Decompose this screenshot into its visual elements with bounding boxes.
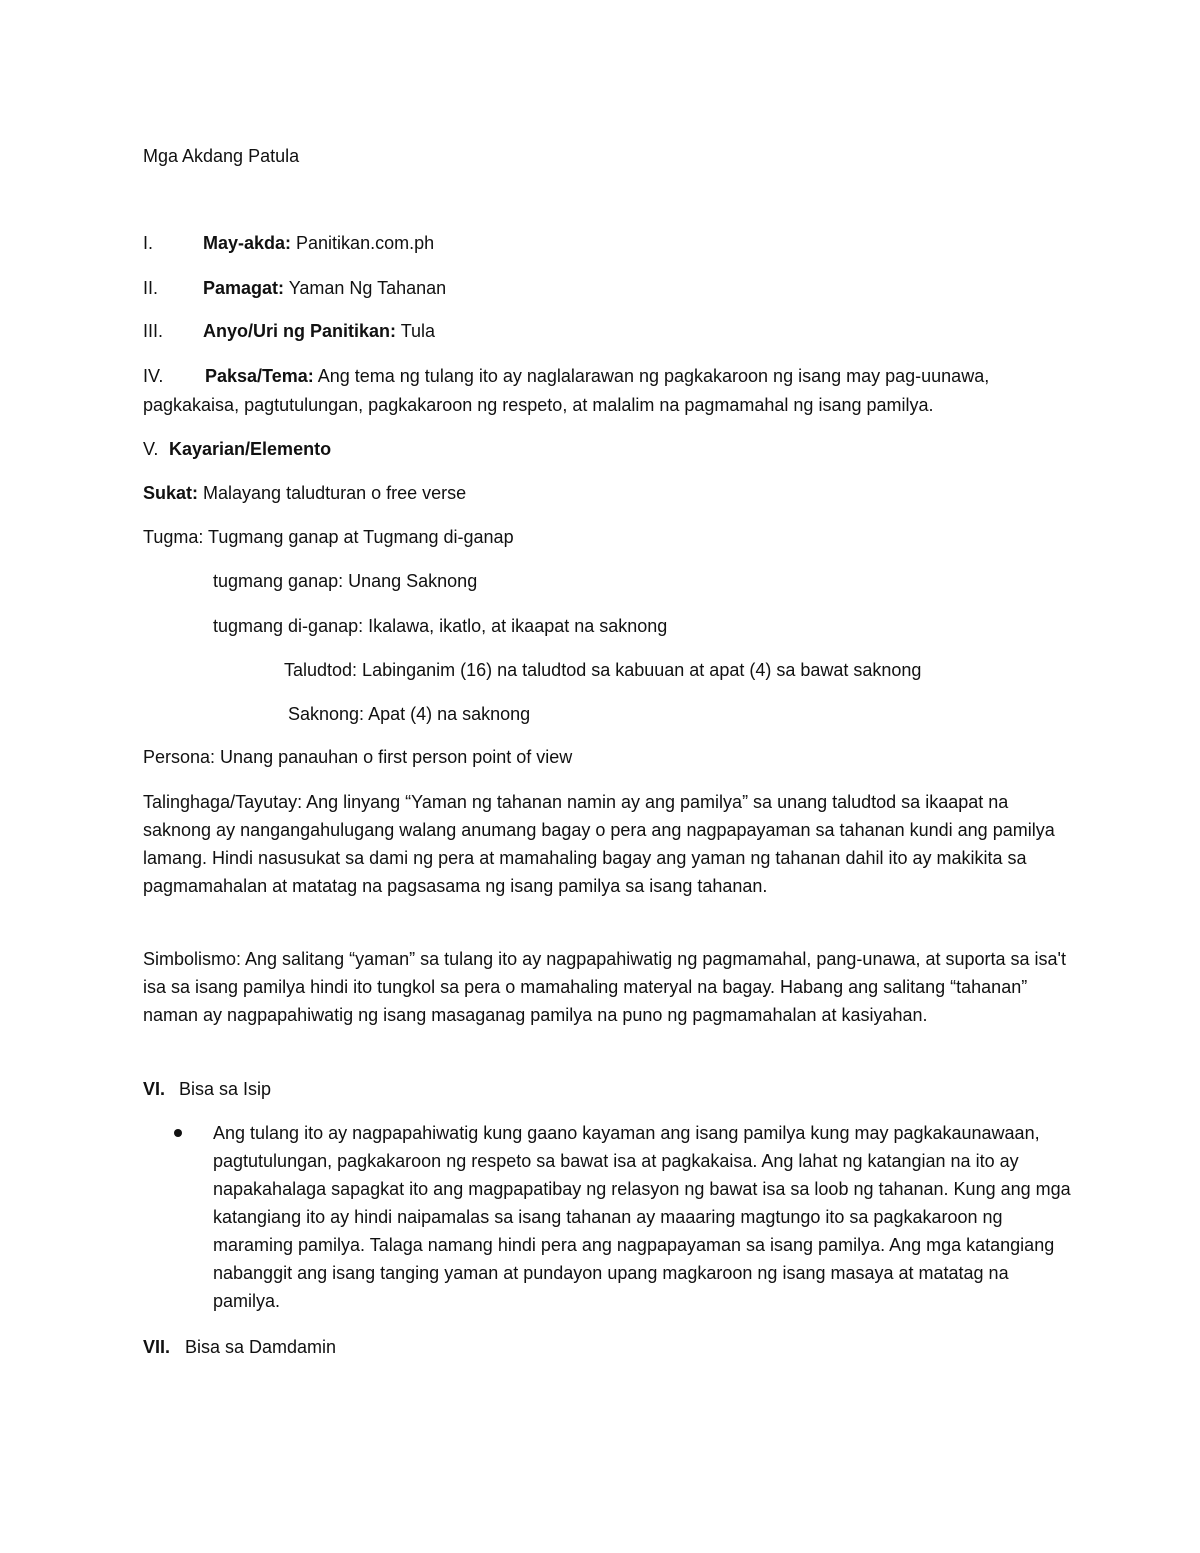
- roman-numeral: II.: [143, 278, 159, 298]
- section-heading: Bisa sa Isip: [179, 1079, 272, 1099]
- bullet-paragraph: Ang tulang ito ay nagpapahiwatig kung gaano kayaman ang isang pamilya kung may pagkakaunawaan, pagtutulungan, pagkakaroon ng respeto sa bawat isa at pagkakaisa. Ang lahat ng katangian na ito ay napakahalaga sapagkat ito ang magpapatibay ng relasyon ng bawat isa sa loob ng tahanan. Kung ang mga katangiang ito ay hindi naipamalas sa isang tahanan ay maaaring magtungo ito sa pagkakaroon ng maraming pamilya. Talaga namang hindi pera ang nagpapayaman sa isang pamilya. Ang mga katangiang nabanggit ang isang tanging yaman at pundayon upang magkaroon ng isang masaya at matatag na pamilya.: [213, 1123, 1071, 1311]
- section-kayarian: [143, 435, 331, 463]
- item-value: Panitikan.com.ph: [291, 233, 435, 253]
- item-paksa: [143, 362, 989, 390]
- persona-line: Persona: Unang panauhan o first person point of view: [143, 747, 573, 767]
- sukat-line: [143, 479, 466, 507]
- item-label: Anyo/Uri ng Panitikan:: [203, 321, 397, 341]
- tugma-line: Tugma: Tugmang ganap at Tugmang di-ganap: [143, 527, 514, 547]
- item-label: Pamagat:: [203, 278, 285, 298]
- item-pamagat: [143, 274, 446, 302]
- item-anyo: [143, 317, 435, 345]
- roman-numeral: III.: [143, 321, 164, 341]
- section-heading: Bisa sa Damdamin: [185, 1337, 337, 1357]
- talinghaga-paragraph: Talinghaga/Tayutay: Ang linyang “Yaman ng tahanan namin ay ang pamilya” sa unang taludtod sa ikaapat na saknong ay nangangahulugang walang anumang bagay o pera ang nagpapayaman sa tahanan kundi ang pamilya lamang. Hindi nasusukat sa dami ng pera at mamahaling bagay ang yaman ng tahanan dahil ito ay makikita sa pagmamahalan at matatag na pagsasama ng isang pamilya sa isang tahanan.: [143, 792, 1055, 896]
- saknong-line: Saknong: Apat (4) na saknong: [288, 704, 531, 724]
- section-bisa-sa-damdamin: [143, 1333, 336, 1361]
- document-title: Mga Akdang Patula: [143, 146, 300, 166]
- roman-numeral: VI.: [143, 1079, 166, 1099]
- sukat-label: Sukat:: [143, 483, 199, 503]
- sukat-value: Malayang taludturan o free verse: [198, 483, 467, 503]
- roman-numeral: VII.: [143, 1337, 171, 1357]
- section-bisa-sa-isip: [143, 1075, 271, 1103]
- simbolismo-paragraph: Simbolismo: Ang salitang “yaman” sa tulang ito ay nagpapahiwatig ng pagmamahal, pang-unawa, at suporta sa isa't isa sa isang pamilya hindi ito tungkol sa pera o mamahaling materyal na bagay. Habang ang salitang “tahanan” naman ay nagpapahiwatig ng isang masaganag pamilya na puno ng pagmamahalan at kasiyahan.: [143, 949, 1066, 1025]
- roman-numeral: V.: [143, 439, 159, 459]
- tugmang-ganap-line: tugmang ganap: Unang Saknong: [213, 571, 478, 591]
- roman-numeral: IV.: [143, 366, 164, 386]
- item-paksa-continuation: pagkakaisa, pagtutulungan, pagkakaroon ng respeto, at malalim na pagmamahal ng isang pamilya.: [143, 395, 934, 415]
- item-value: Ang tema ng tulang ito ay naglalarawan ng pagkakaroon ng isang may pag-uunawa,: [313, 366, 990, 386]
- taludtod-line: Taludtod: Labinganim (16) na taludtod sa kabuuan at apat (4) sa bawat saknong: [284, 660, 922, 680]
- item-label: Paksa/Tema:: [205, 366, 314, 386]
- roman-numeral: I.: [143, 233, 154, 253]
- item-value: Tula: [396, 321, 436, 341]
- item-value: Yaman Ng Tahanan: [284, 278, 447, 298]
- item-label: May-akda:: [203, 233, 292, 253]
- bullet-icon: [174, 1129, 182, 1137]
- tugmang-di-ganap-line: tugmang di-ganap: Ikalawa, ikatlo, at ikaapat na saknong: [213, 616, 668, 636]
- item-may-akda: [143, 229, 434, 257]
- section-heading: Kayarian/Elemento: [169, 439, 332, 459]
